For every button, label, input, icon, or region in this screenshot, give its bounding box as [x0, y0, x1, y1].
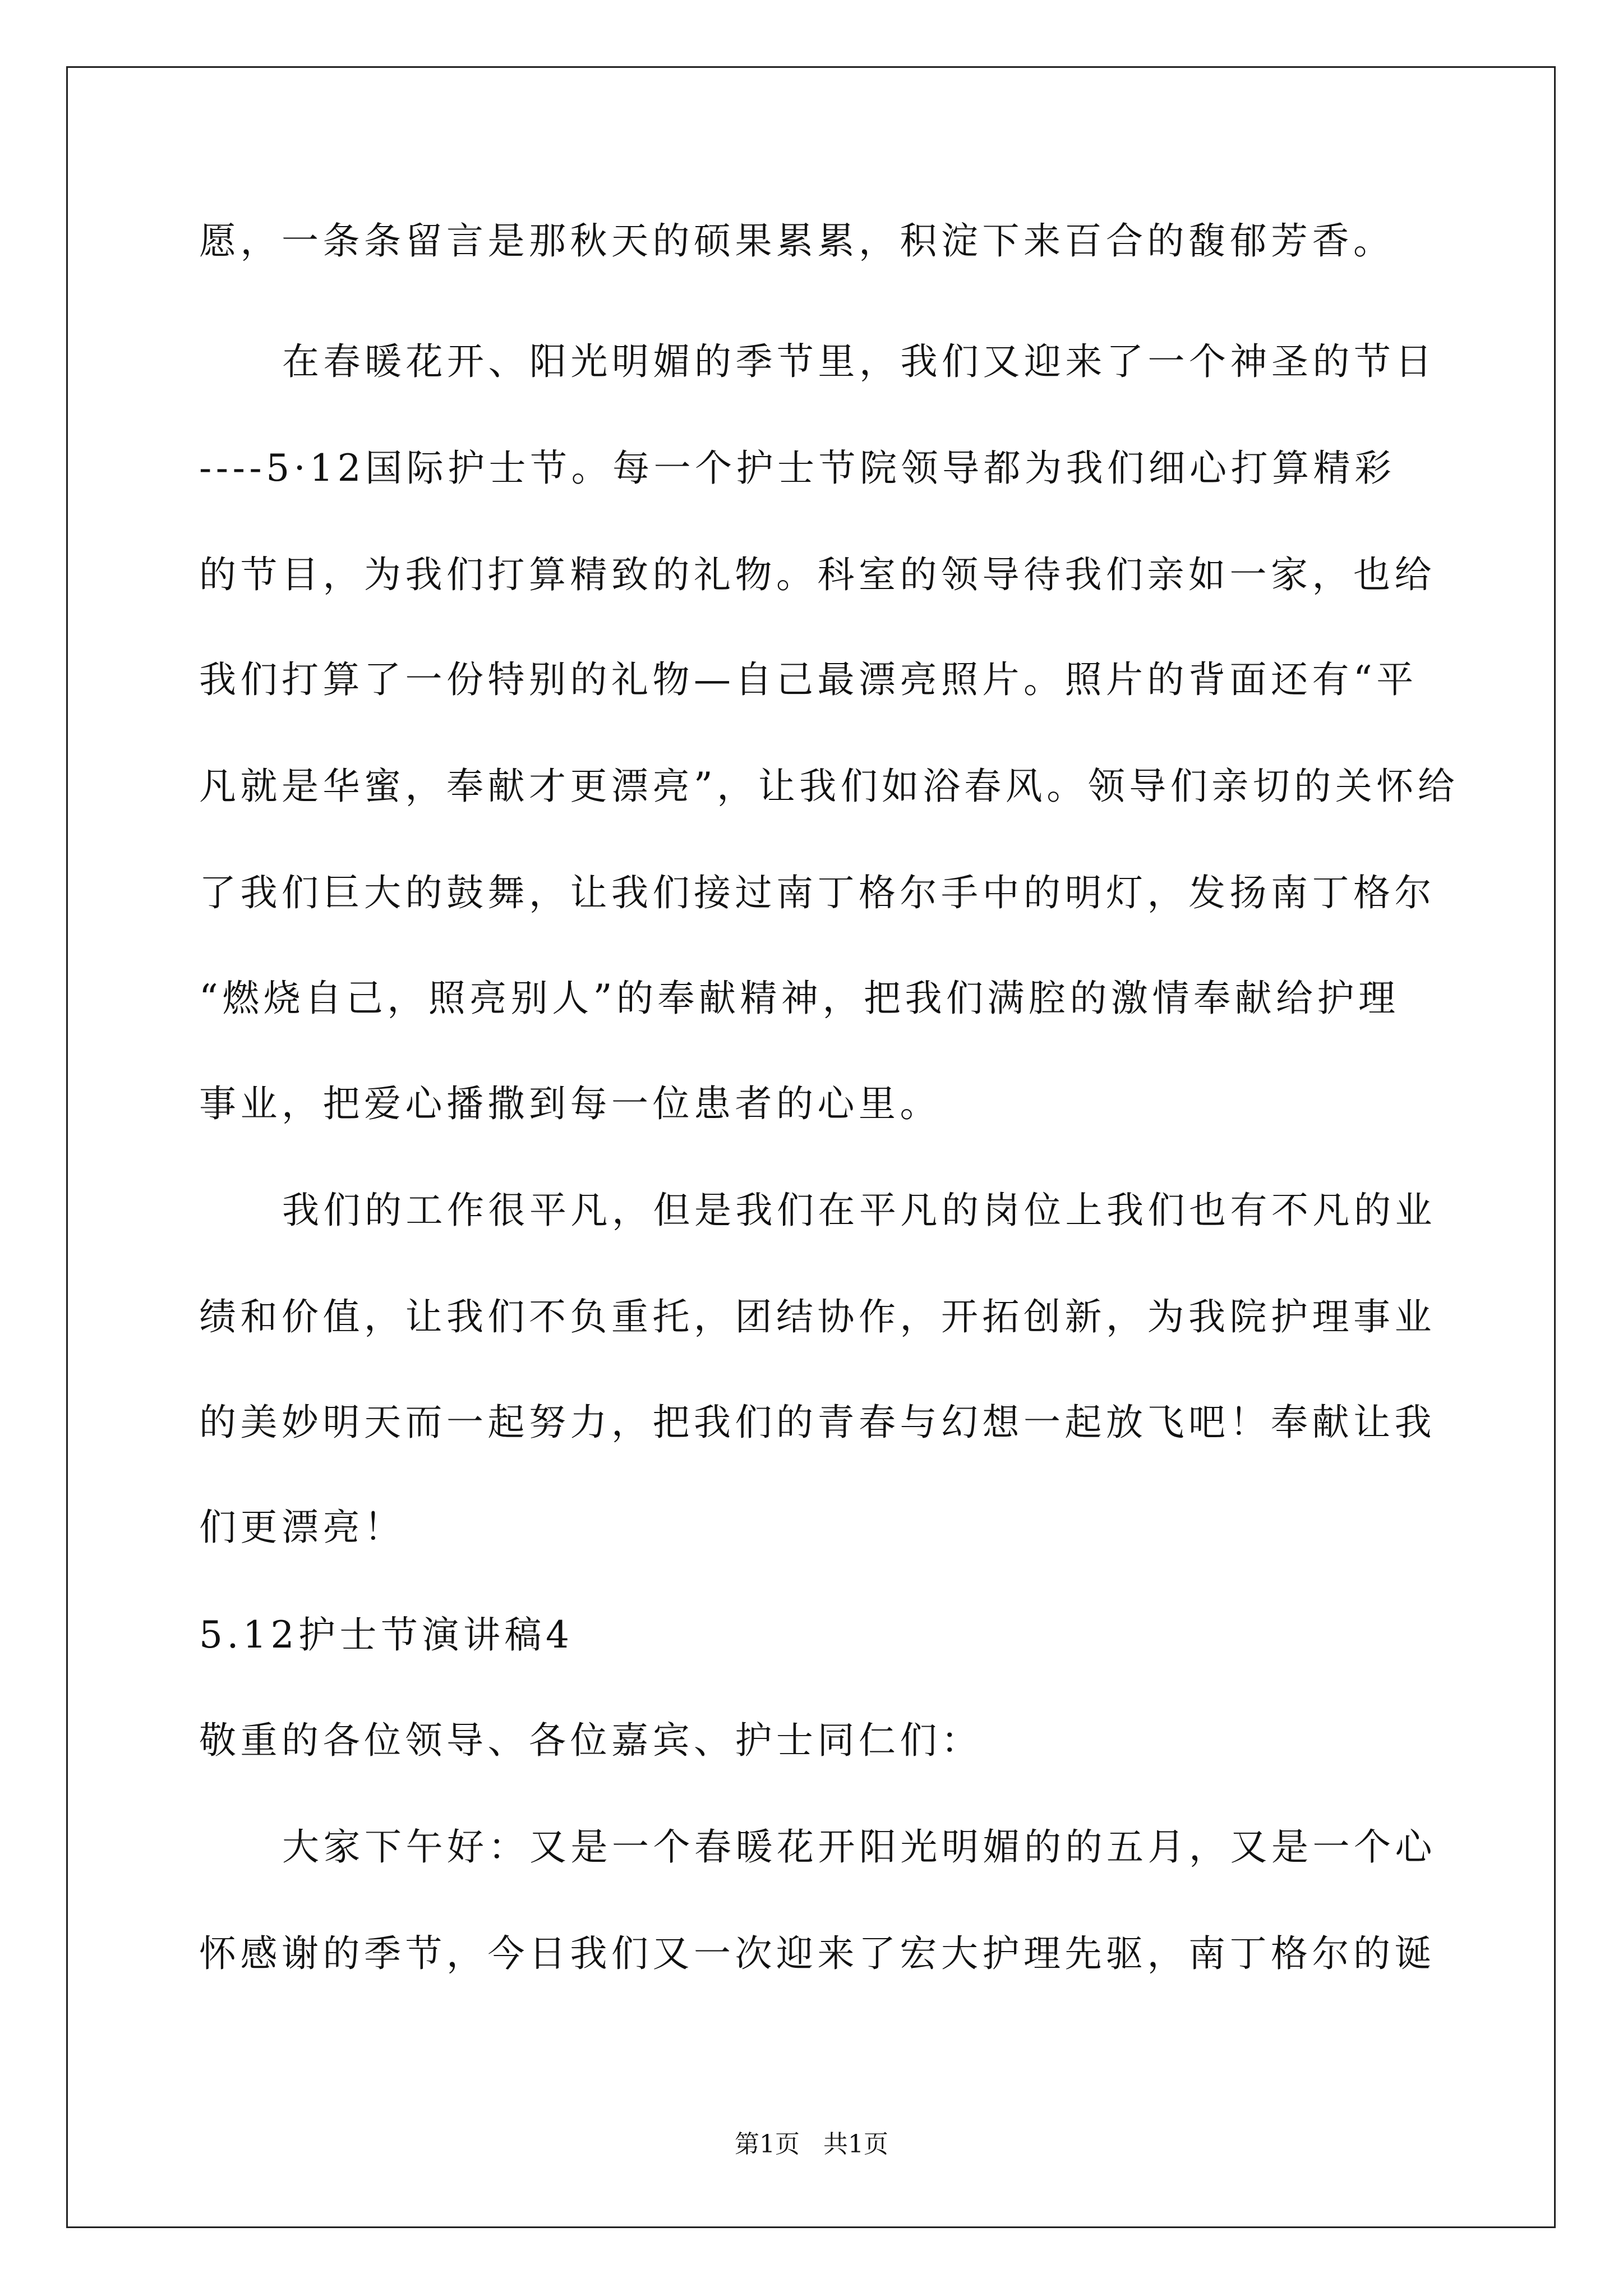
text-line: “燃烧自己，照亮别人”的奉献精神，把我们满腔的激情奉献给护理 — [199, 977, 1400, 1020]
text-line: 了我们巨大的鼓舞，让我们接过南丁格尔手中的明灯，发扬南丁格尔 — [199, 871, 1436, 914]
text-line: 绩和价值，让我们不负重托，团结协作，开拓创新，为我院护理事业 — [199, 1295, 1436, 1338]
text-line: 愿，一条条留言是那秋天的硕果累累，积淀下来百合的馥郁芳香。 — [199, 219, 1395, 263]
salutation: 敬重的各位领导、各位嘉宾、护士同仁们： — [199, 1719, 983, 1762]
text-line: ----5·12国际护士节。每一个护士节院领导都为我们细心打算精彩 — [199, 447, 1396, 490]
text-line: 们更漂亮！ — [199, 1506, 405, 1549]
text-line: 事业，把爱心播撒到每一位患者的心里。 — [199, 1082, 941, 1125]
page-footer: 第1页 共1页 — [735, 2130, 888, 2159]
text-line: 大家下午好：又是一个春暖花开阳光明媚的的五月，又是一个心 — [282, 1825, 1436, 1869]
text-line: 我们的工作很平凡，但是我们在平凡的岗位上我们也有不凡的业 — [282, 1189, 1436, 1232]
text-line: 怀感谢的季节，今日我们又一次迎来了宏大护理先驱，南丁格尔的诞 — [199, 1932, 1436, 1975]
text-line: 的节目，为我们打算精致的礼物。科室的领导待我们亲如一家，也给 — [199, 553, 1436, 596]
text-line: 凡就是华蜜，奉献才更漂亮”，让我们如浴春风。领导们亲切的关怀给 — [199, 765, 1459, 808]
text-line: 我们打算了一份特别的礼物—自己最漂亮照片。照片的背面还有“平 — [199, 658, 1418, 701]
section-heading: 5.12护士节演讲稿4 — [199, 1613, 574, 1657]
text-line: 的美妙明天而一起努力，把我们的青春与幻想一起放飞吧！奉献让我 — [199, 1401, 1436, 1444]
text-line: 在春暖花开、阳光明媚的季节里，我们又迎来了一个神圣的节日 — [282, 340, 1436, 383]
page-border — [66, 66, 1556, 2228]
